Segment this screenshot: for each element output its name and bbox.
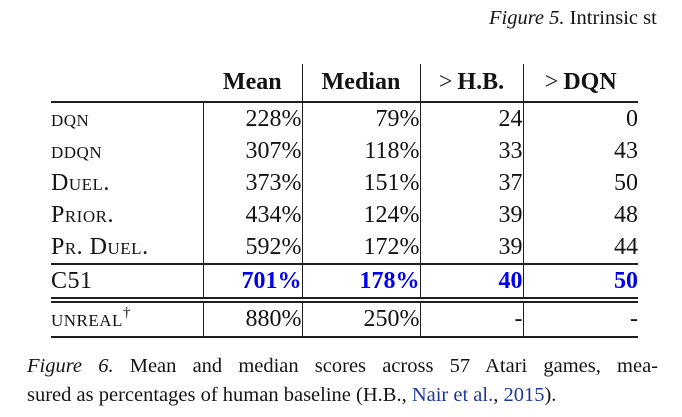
- table-row-unreal: [51, 300, 638, 337]
- greater-than-symbol: >: [438, 69, 453, 95]
- figure6-text-line1: Mean and median scores across 57 Atari games, mea-: [113, 355, 658, 377]
- figure6-caption-line1: [27, 352, 658, 381]
- cell-gt-dqn: -: [523, 300, 638, 337]
- cell-gt-dqn: 50: [523, 167, 638, 199]
- table-header-row: [51, 64, 638, 102]
- table-row-duel: [51, 167, 638, 199]
- table-row-pr-duel: [51, 231, 638, 264]
- cell-gt-hb: -: [420, 300, 523, 337]
- cell-gt-dqn: 43: [523, 135, 638, 167]
- figure5-text: Intrinsic st: [564, 7, 657, 29]
- cell-gt-dqn: 50: [523, 264, 638, 300]
- cell-mean: 701%: [203, 264, 302, 300]
- cell-median: 172%: [302, 231, 420, 264]
- table-row-prior: [51, 199, 638, 231]
- cell-gt-hb: 24: [420, 102, 523, 135]
- col-header-empty: [51, 64, 203, 102]
- citation-separator: ,: [493, 384, 504, 406]
- cell-mean: 373%: [203, 167, 302, 199]
- figure6-caption-line2: [27, 381, 658, 410]
- cell-gt-hb: 39: [420, 199, 523, 231]
- row-label-text: unreal: [51, 306, 123, 332]
- cell-mean: 592%: [203, 231, 302, 264]
- col-header-dqn-label: DQN: [563, 69, 617, 95]
- cell-mean: 880%: [203, 300, 302, 337]
- cell-mean: 307%: [203, 135, 302, 167]
- cell-gt-dqn: 48: [523, 199, 638, 231]
- cell-median: 118%: [302, 135, 420, 167]
- row-label: Pr. Duel.: [51, 233, 149, 260]
- citation-link-nair[interactable]: Nair et al.: [411, 384, 494, 406]
- table-row-c51-highlight: [51, 264, 638, 300]
- table-row-ddqn: [51, 135, 638, 167]
- col-header-median-label: Median: [321, 69, 401, 95]
- col-header-mean: [203, 64, 302, 102]
- col-header-mean-label: Mean: [222, 69, 282, 95]
- row-label: Duel.: [51, 169, 110, 196]
- figure6-caption: [27, 352, 658, 410]
- cell-gt-hb: 40: [420, 264, 523, 300]
- col-header-hb-label: H.B.: [457, 69, 505, 95]
- figure6-text-line2: sured as percentages of human baseline (H.B.,: [27, 384, 412, 406]
- row-label: Prior.: [51, 201, 114, 228]
- greater-than-symbol: >: [544, 69, 559, 95]
- cell-median: 250%: [302, 300, 420, 337]
- cell-median: 151%: [302, 167, 420, 199]
- col-header-gt-hb: [420, 64, 523, 102]
- cell-gt-dqn: 44: [523, 231, 638, 264]
- cell-gt-hb: 33: [420, 135, 523, 167]
- cell-gt-dqn: 0: [523, 102, 638, 135]
- figure5-label: Figure 5.: [489, 7, 565, 29]
- results-table: [51, 64, 638, 338]
- cell-median: 178%: [302, 264, 420, 300]
- col-header-median: [302, 64, 420, 102]
- cell-gt-hb: 37: [420, 167, 523, 199]
- figure6-label: Figure 6.: [27, 355, 114, 377]
- row-label: C51: [51, 264, 203, 300]
- col-header-gt-dqn: [523, 64, 638, 102]
- table-row-dqn: [51, 102, 638, 135]
- cell-gt-hb: 39: [420, 231, 523, 264]
- figure6-text-end: ).: [544, 384, 557, 406]
- row-label: [51, 300, 203, 337]
- cell-median: 79%: [302, 102, 420, 135]
- row-label: dqn: [51, 105, 90, 132]
- results-table-container: [51, 64, 638, 338]
- cell-mean: 228%: [203, 102, 302, 135]
- cell-mean: 434%: [203, 199, 302, 231]
- figure5-caption: [489, 7, 657, 30]
- row-label: ddqn: [51, 137, 103, 164]
- dagger-symbol: †: [122, 305, 131, 321]
- cell-median: 124%: [302, 199, 420, 231]
- citation-link-year[interactable]: 2015: [503, 384, 545, 406]
